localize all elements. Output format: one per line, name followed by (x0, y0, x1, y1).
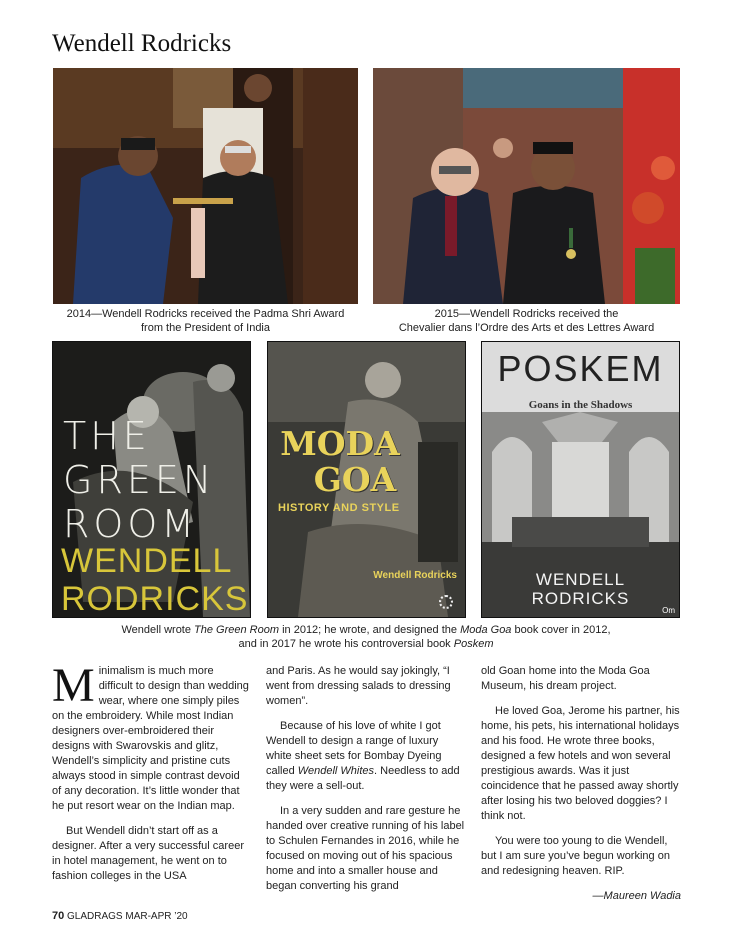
page-title: Wendell Rodricks (52, 30, 232, 57)
photo-caption-right (373, 307, 680, 335)
book-caption-text: book cover in 2012, (511, 624, 611, 636)
book-caption-title: Poskem (453, 638, 494, 650)
moda-goa-author: Wendell Rodricks (373, 570, 457, 581)
article-text: inimalism is much more difficult to design than wedding wear, where one simply piles on the embroidery. While most Indian designers over-embroidered their designs with Swarovskis and glitz, Wendell’s simplicity and pristine cuts always stood in simple contrast devoid of any decoration. It’s little wonder that he put resort wear on the Indian map. (52, 665, 249, 812)
article-paragraph: But Wendell didn’t start off as a designer. After a very successful career in hotel management, he went on to fashion colleges in the USA (52, 825, 244, 882)
green-room-title-line: THE (63, 414, 151, 458)
page-number: 70 (52, 910, 65, 922)
poskem-author-line: RODRICKS (531, 589, 630, 608)
green-room-author (61, 542, 248, 618)
article-paragraph: old Goan home into the Moda Goa Museum, his dream project. (481, 665, 650, 692)
green-room-title-line: ROOM (63, 502, 199, 546)
article-text-italic: Wendell Whites (297, 765, 375, 777)
book-caption-text: Wendell wrote (121, 624, 195, 636)
photo-caption-left (53, 307, 358, 335)
article-paragraph: He loved Goa, Jerome his partner, his home, his pets, his international holidays and his food. He wrote three books, designed a few hotels and won several prestigious awards. Was it just coincidence that he passed away shortly after losing his two beloved doggies? I think not. (481, 705, 680, 822)
green-room-title (63, 414, 215, 546)
book-caption-text: and in 2017 he wrote his controversial book (238, 638, 454, 650)
poskem-author-line: WENDELL (535, 570, 626, 589)
moda-goa-title-line: MODA (280, 424, 400, 463)
poskem-corner-mark: Om (662, 606, 675, 615)
caption-right-line1: 2015—Wendell Rodricks received the (434, 308, 619, 320)
photo-padma-shri-award (53, 68, 358, 304)
caption-left-line1: 2014—Wendell Rodricks received the Padma Shri Award (66, 308, 345, 320)
article-signature: —Maureen Wadia (592, 890, 681, 902)
publication-name: GLADRAGS MAR-APR ’20 (67, 911, 188, 922)
poskem-author (482, 570, 679, 608)
poskem-subtitle: Goans in the Shadows (528, 399, 633, 411)
drop-cap: M (52, 659, 95, 712)
article-text: Because of his love of white I got Wendell to design a range of luxury white sheet sets for Bombay Dyeing called (266, 720, 442, 777)
article-column-3 (481, 664, 681, 914)
book-caption-title: The Green Room (194, 624, 280, 636)
moda-goa-title-line: GOA (313, 460, 397, 499)
article-paragraph: In a very sudden and rare gesture he handed over creative running of his label to Schulen Fernandes in 2016, while he focused on moving out of his spacious home and into a smaller house and began converting his grand (266, 805, 465, 892)
page-folio (52, 910, 188, 922)
moda-goa-subtitle: HISTORY AND STYLE (278, 502, 400, 514)
book-cover-moda-goa (267, 341, 466, 618)
moda-goa-title (280, 426, 400, 498)
green-room-title-line: GREEN (63, 458, 216, 502)
article-paragraph: and Paris. As he would say jokingly, “I went from dressing salads to dressing women”. (266, 665, 451, 707)
publisher-logo-icon (439, 595, 453, 609)
caption-right-line2: Chevalier dans l’Ordre des Arts et des Lettres Award (398, 322, 655, 334)
book-cover-poskem (481, 341, 680, 618)
book-cover-the-green-room (52, 341, 251, 618)
poskem-title: POSKEM (497, 348, 664, 389)
article-paragraph (52, 659, 250, 814)
photo-chevalier-award (373, 68, 680, 304)
green-room-author-line: WENDELL (61, 542, 233, 580)
book-caption-title: Moda Goa (460, 624, 512, 636)
article-column-2 (266, 664, 466, 904)
green-room-author-line: RODRICKS (61, 580, 249, 618)
article-column-1 (52, 659, 250, 894)
article-text: . Needless to add they were a sell-out. (266, 765, 460, 792)
caption-left-line2: from the President of India (140, 322, 270, 334)
book-caption (52, 623, 680, 651)
article-paragraph (266, 719, 466, 794)
article-paragraph: You were too young to die Wendell, but I am sure you’ve begun working on and redesigning heaven. RIP. (481, 835, 670, 877)
book-caption-text: in 2012; he wrote, and designed the (279, 624, 461, 636)
